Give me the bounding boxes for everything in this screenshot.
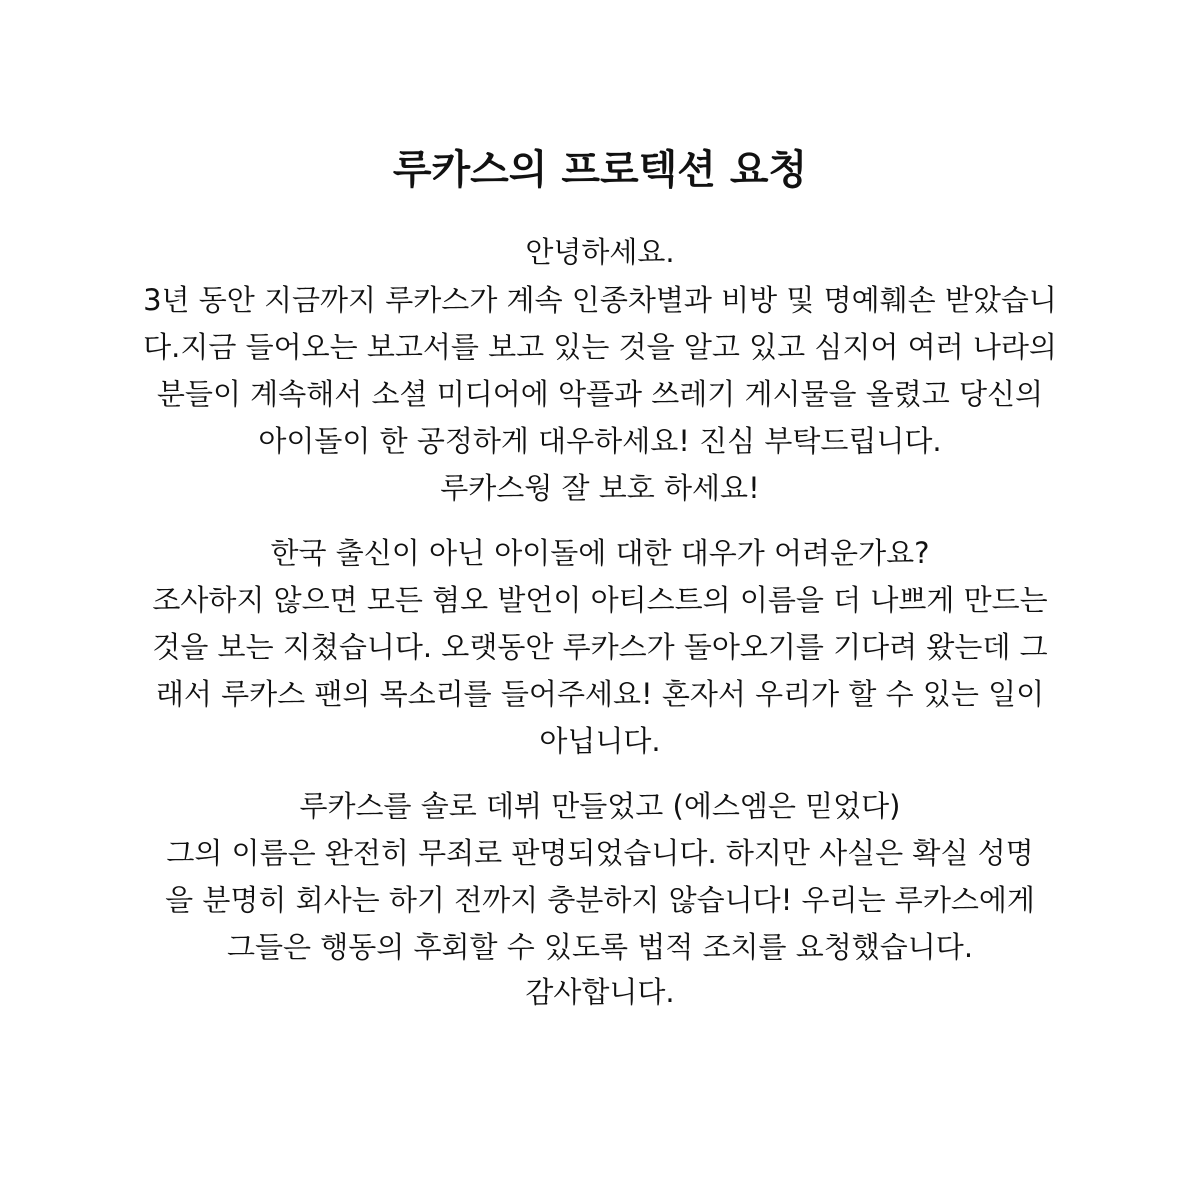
- paragraph-3-line-5: 감사합니다.: [525, 975, 675, 1009]
- paragraph-3-line-3: 을 분명히 회사는 하기 전까지 충분하지 않습니다! 우리는 루카스에게: [165, 883, 1035, 917]
- paragraph-2-line-5: 아닙니다.: [539, 724, 661, 758]
- paragraph-1-line-2: 3년 동안 지금까지 루카스가 계속 인종차별과 비방 및 명예훼손 받았습니: [143, 283, 1057, 317]
- paragraph-3-line-1: 루카스를 솔로 데뷔 만들었고 (에스엠은 믿었다): [299, 789, 901, 823]
- paragraph-2-line-2: 조사하지 않으면 모든 혐오 발언이 아티스트의 이름을 더 나쁘게 만드는: [152, 583, 1048, 617]
- paragraph-1-line-1: 안녕하세요.: [525, 235, 675, 269]
- paragraph-3-line-4: 그들은 행동의 후회할 수 있도록 법적 조치를 요청했습니다.: [226, 930, 974, 964]
- paragraph-1-line-5: 아이돌이 한 공정하게 대우하세요! 진심 부탁드립니다.: [258, 424, 942, 458]
- paragraph-2-line-4: 래서 루카스 팬의 목소리를 들어주세요! 혼자서 우리가 할 수 있는 일이: [155, 677, 1045, 711]
- paragraph-1-line-6: 루카스웡 잘 보호 하세요!: [440, 471, 760, 505]
- document-title: 루카스의 프로텍션 요청: [392, 147, 808, 193]
- paragraph-2-line-3: 것을 보는 지쳤습니다. 오랫동안 루카스가 돌아오기를 기다려 왔는데 그: [152, 630, 1048, 664]
- paragraph-3-line-2: 그의 이름은 완전히 무죄로 판명되었습니다. 하지만 사실은 확실 성명: [166, 836, 1034, 870]
- paragraph-2-line-1: 한국 출신이 아닌 아이돌에 대한 대우가 어려운가요?: [270, 536, 930, 570]
- paragraph-1-line-3: 다.지금 들어오는 보고서를 보고 있는 것을 알고 있고 심지어 여러 나라의: [143, 330, 1057, 364]
- paragraph-1-line-4: 분들이 계속해서 소셜 미디어에 악플과 쓰레기 게시물을 올렸고 당신의: [156, 377, 1044, 411]
